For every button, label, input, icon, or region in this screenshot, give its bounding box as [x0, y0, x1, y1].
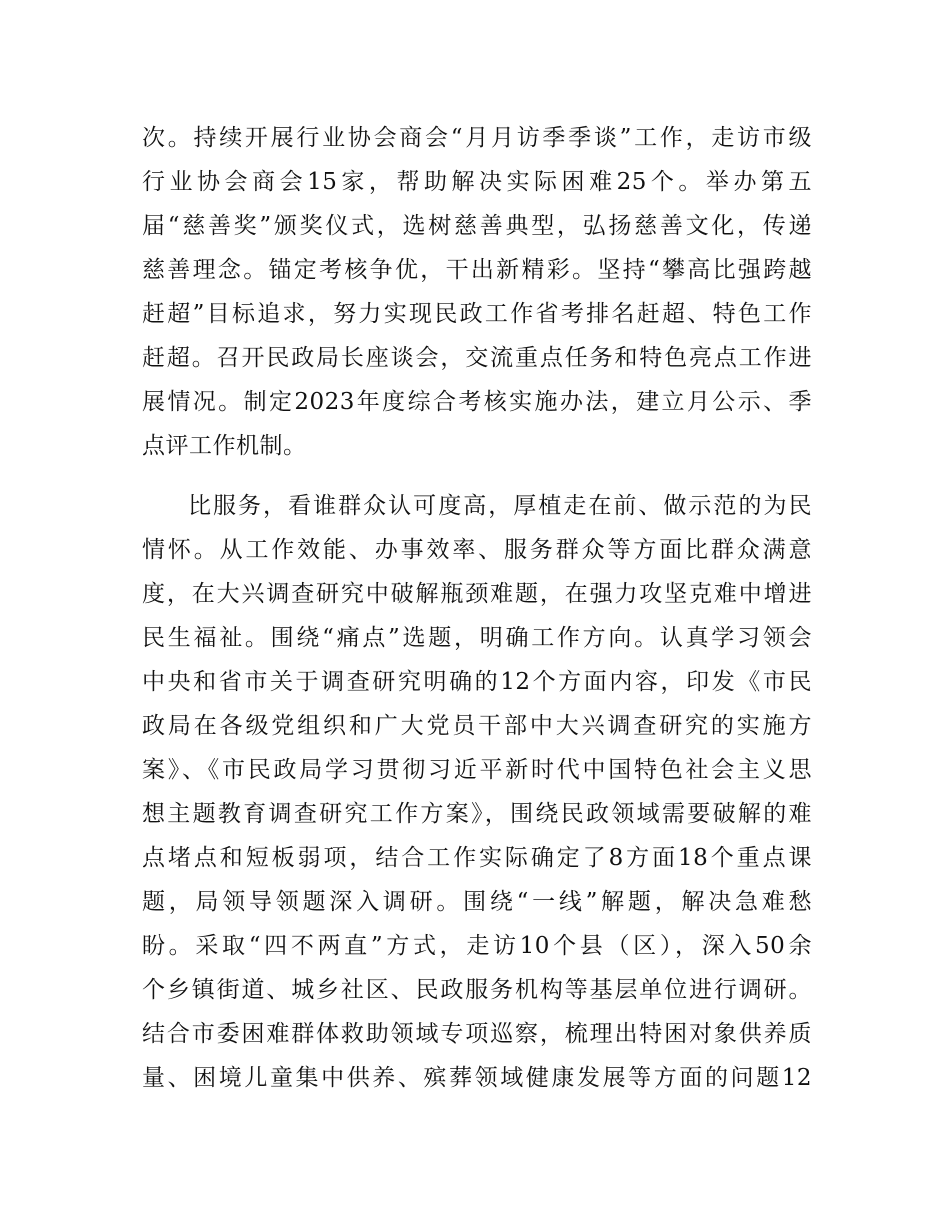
document-body [142, 116, 812, 1100]
paragraph-1-line-5: 赶超”目标追求，努力实现民政工作省考排名赶超、特色工作 [142, 301, 812, 327]
paragraph-2 [142, 484, 812, 1100]
paragraph-2-line-6: 政局在各级党组织和广大党员干部中大兴调查研究的实施方 [142, 713, 812, 739]
paragraph-1-line-1: 次。持续开展行业协会商会“月月访季季谈”工作，走访市级 [142, 125, 812, 151]
paragraph-2-line-4: 民生福祉。围绕“痛点”选题，明确工作方向。认真学习领会 [142, 625, 812, 651]
paragraph-1-line-8: 点评工作机制。 [142, 433, 307, 459]
paragraph-2-line-11: 盼。采取“四不两直”方式，走访10个县（区），深入50余 [142, 933, 812, 959]
paragraph-2-line-3: 度，在大兴调查研究中破解瓶颈难题，在强力攻坚克难中增进 [142, 581, 812, 607]
paragraph-1-line-7: 展情况。制定2023年度综合考核实施办法，建立月公示、季 [142, 389, 812, 415]
paragraph-spacer [142, 468, 812, 484]
paragraph-1-line-3: 届“慈善奖”颁奖仪式，选树慈善典型，弘扬慈善文化，传递 [142, 213, 812, 239]
paragraph-2-line-13: 结合市委困难群体救助领域专项巡察，梳理出特困对象供养质 [142, 1021, 812, 1047]
paragraph-2-line-5: 中央和省市关于调查研究明确的12个方面内容，印发《市民 [142, 669, 812, 695]
paragraph-1-line-4: 慈善理念。锚定考核争优，干出新精彩。坚持“攀高比强跨越 [142, 257, 812, 283]
paragraph-1-line-2: 行业协会商会15家，帮助解决实际困难25个。举办第五 [142, 169, 812, 195]
paragraph-2-line-2: 情怀。从工作效能、办事效率、服务群众等方面比群众满意 [142, 537, 812, 563]
paragraph-2-line-12: 个乡镇街道、城乡社区、民政服务机构等基层单位进行调研。 [142, 977, 812, 1003]
paragraph-2-line-1: 比服务，看谁群众认可度高，厚植走在前、做示范的为民 [188, 493, 812, 519]
paragraph-2-line-7: 案》、《市民政局学习贯彻习近平新时代中国特色社会主义思 [142, 757, 812, 783]
paragraph-1 [142, 116, 812, 468]
paragraph-2-line-9: 点堵点和短板弱项，结合工作实际确定了8方面18个重点课 [142, 845, 812, 871]
paragraph-2-line-10: 题，局领导领题深入调研。围绕“一线”解题，解决急难愁 [142, 889, 812, 915]
paragraph-1-line-6: 赶超。召开民政局长座谈会，交流重点任务和特色亮点工作进 [142, 345, 812, 371]
paragraph-2-line-8: 想主题教育调查研究工作方案》，围绕民政领域需要破解的难 [142, 801, 812, 827]
paragraph-2-line-14: 量、困境儿童集中供养、殡葬领域健康发展等方面的问题12 [142, 1065, 812, 1091]
